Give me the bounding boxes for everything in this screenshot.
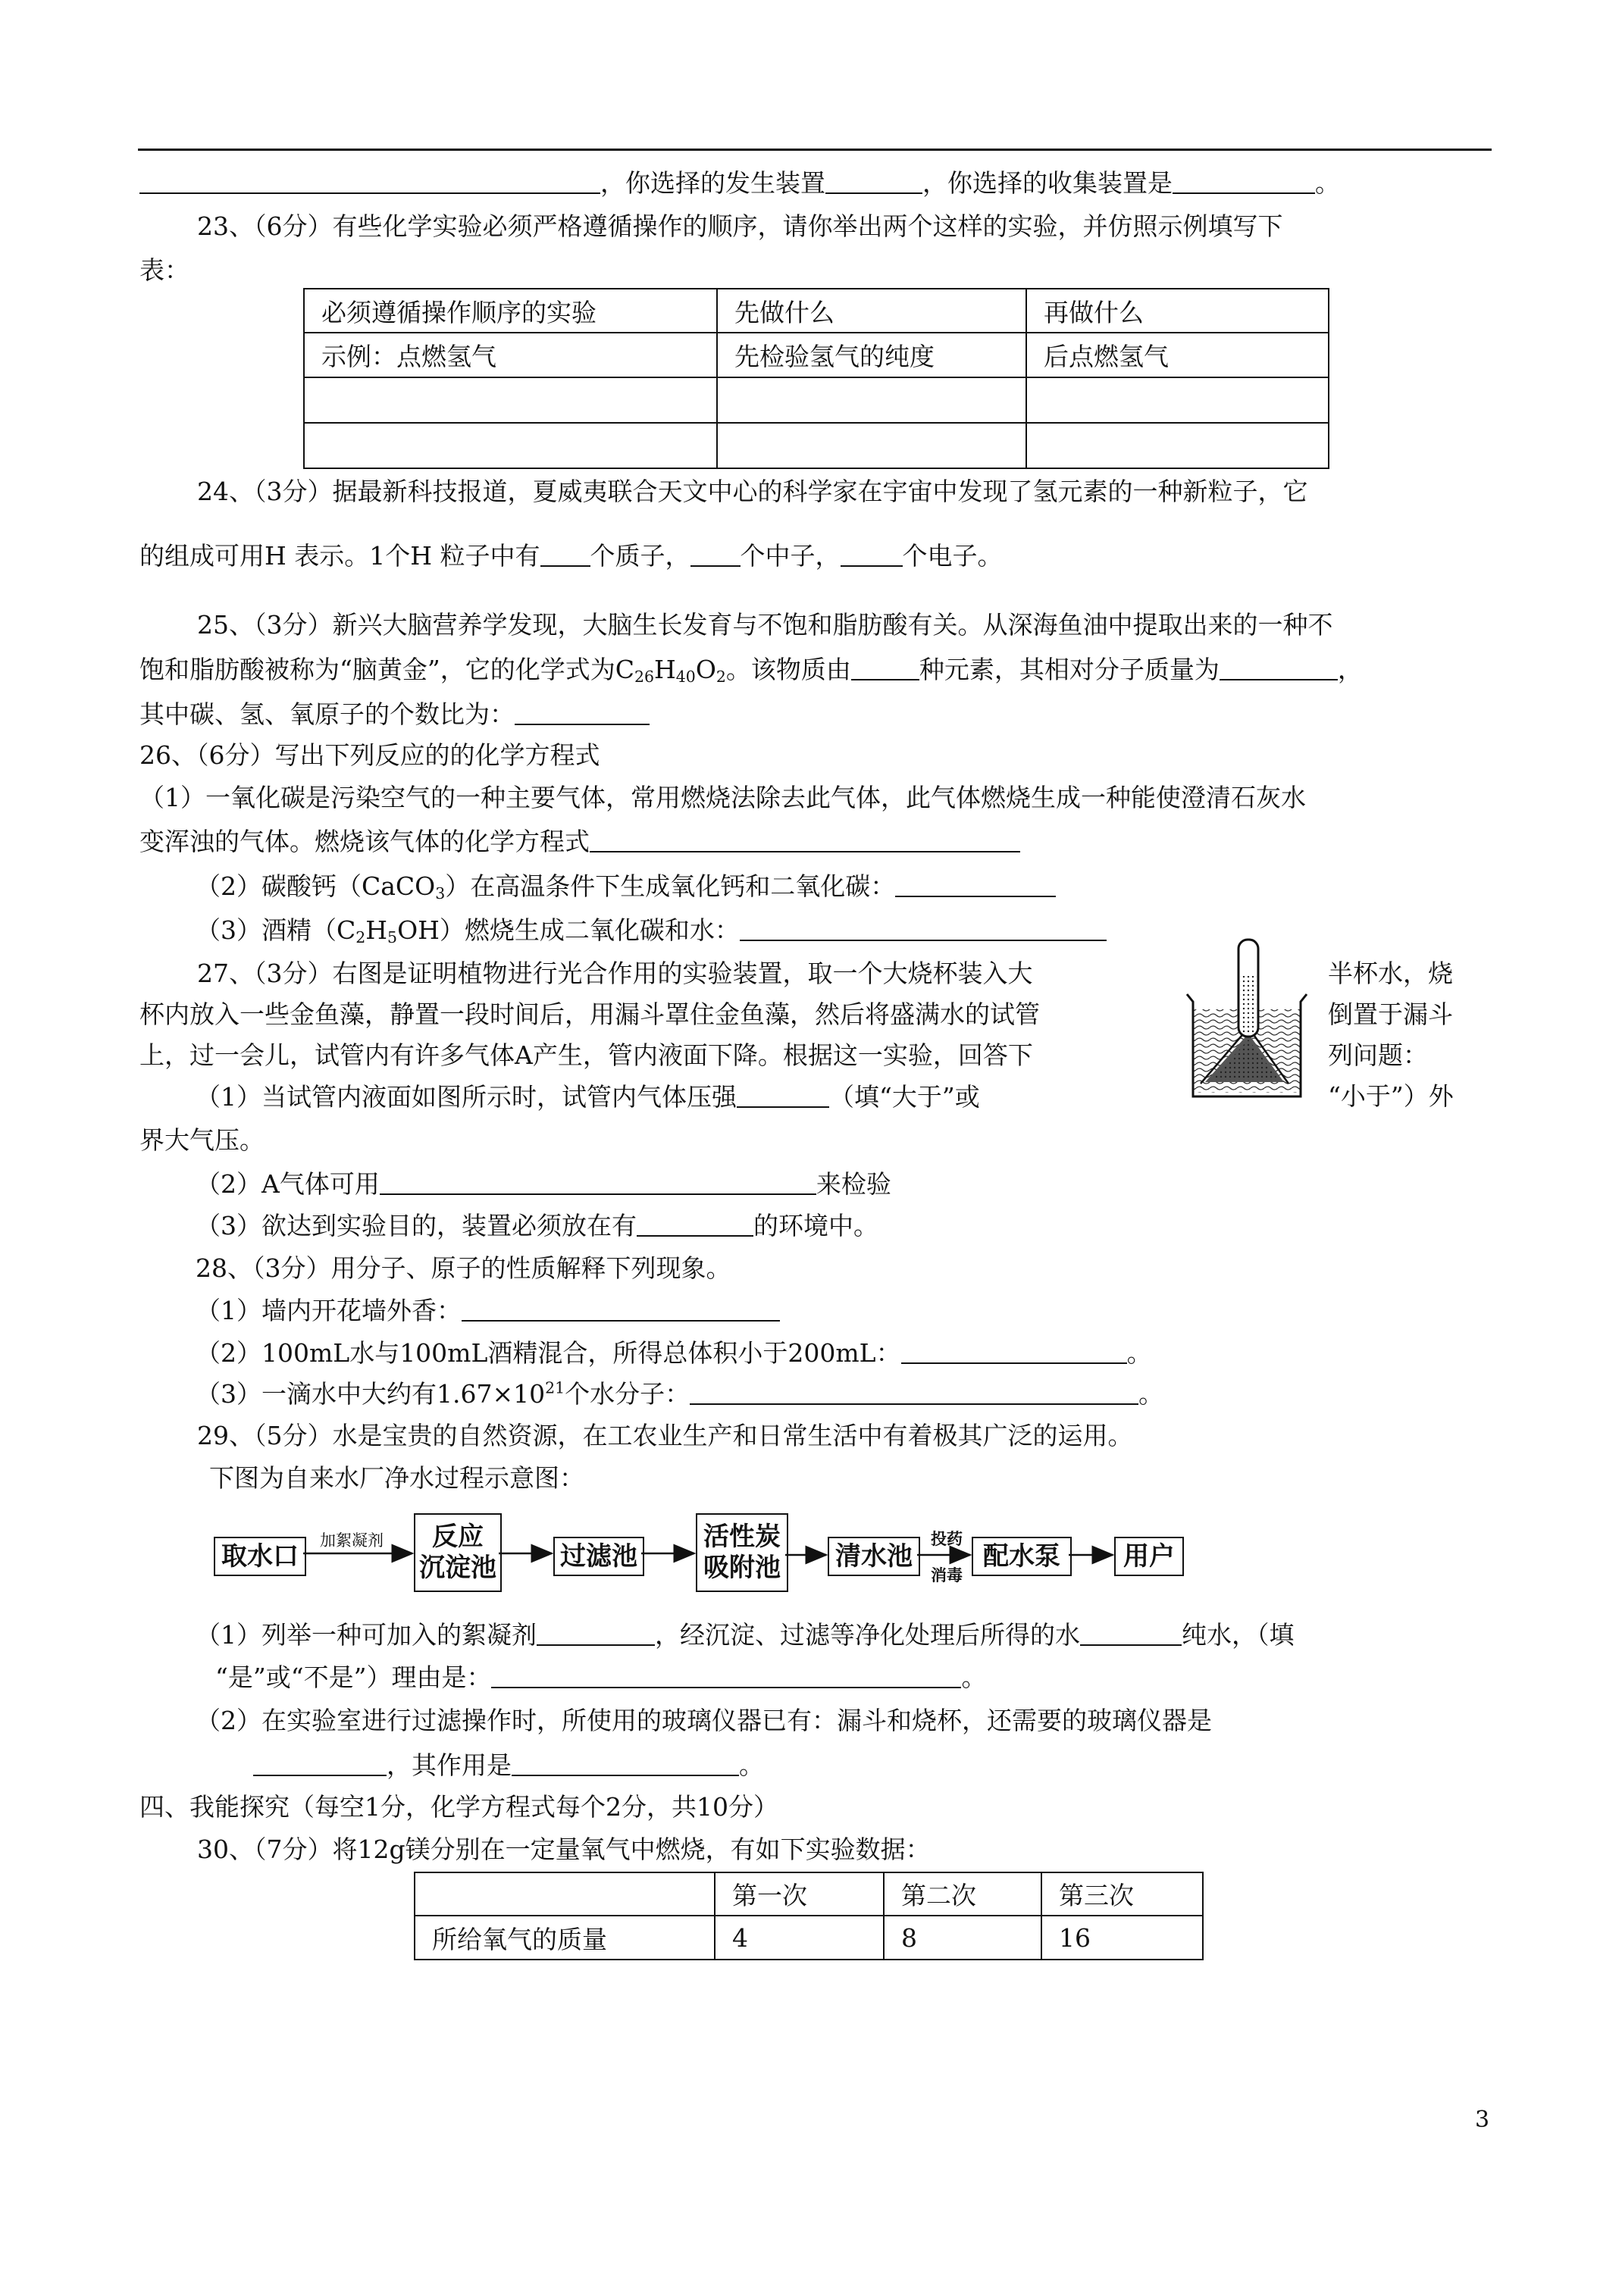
flow-step-sedimentation: 反应 沉淀池	[414, 1513, 502, 1592]
table-header: 必须遵循操作顺序的实验	[304, 289, 717, 333]
flow-step-user: 用户	[1114, 1537, 1184, 1576]
flow-step-pump: 配水泵	[972, 1537, 1072, 1576]
q27-s1r: “小于”）外	[1328, 1081, 1454, 1111]
q27-l1r: 半杯水，烧	[1328, 959, 1453, 988]
q28-s1: （1）墙内开花墙外香：	[196, 1297, 780, 1323]
table-header: 先做什么	[717, 289, 1026, 333]
table-cell-empty[interactable]	[717, 377, 1026, 423]
q27-l2r: 倒置于漏斗	[1328, 999, 1453, 1029]
q26-s1b: 变浑浊的气体。燃烧该气体的化学方程式	[139, 828, 1020, 854]
table-cell: 16	[1041, 1916, 1203, 1960]
q25-line2: 饱和脂肪酸被称为“脑黄金”，它的化学式为$C_{26}H_{40}O_2$。该物质由 种元素，其相对分子质量为 ，	[139, 655, 1363, 687]
table-header: 第二次	[884, 1872, 1041, 1916]
q23-line2: 表：	[139, 255, 189, 285]
q26-s3: （3）酒精$(C_2H_5OH)$燃烧生成二氧化碳和水：	[196, 917, 1107, 943]
blank[interactable]	[491, 1664, 961, 1688]
q24-line2: 的组成可用H 表示。1个H 粒子中有 个质子， 个中子， 个电子。	[139, 541, 1003, 571]
q22-tail: ，你选择的发生装置 ，你选择的收集装置是 。	[139, 170, 1340, 196]
table-cell: 4	[715, 1916, 884, 1960]
flow-step-filter: 过滤池	[553, 1537, 644, 1576]
blank[interactable]	[540, 543, 590, 567]
table-header: 再做什么	[1026, 289, 1329, 333]
table-header: 第一次	[715, 1872, 884, 1916]
table-cell: 8	[884, 1916, 1041, 1960]
blank[interactable]	[895, 873, 1056, 897]
flow-step-intake: 取水口	[214, 1537, 306, 1576]
blank[interactable]	[139, 170, 600, 194]
q27-s1: （1）当试管内液面如图所示时，试管内气体压强 （填“大于”或	[196, 1082, 980, 1112]
blank[interactable]	[737, 1084, 829, 1108]
q27-l3: 上，过一会儿，试管内有许多气体A产生，管内液面下降。根据这一实验，回答下	[139, 1040, 1033, 1070]
q27-s1c: 界大气压。	[139, 1125, 265, 1155]
blank[interactable]	[740, 917, 1107, 941]
q28-title: 28、（3分）用分子、原子的性质解释下列现象。	[196, 1253, 731, 1283]
q27-l2: 杯内放入一些金鱼藻，静置一段时间后，用漏斗罩住金鱼藻，然后将盛满水的试管	[139, 999, 1040, 1029]
blank[interactable]	[537, 1622, 655, 1646]
q27-l3r: 列问题：	[1328, 1040, 1428, 1070]
q25-line1: 25、（3分）新兴大脑营养学发现，大脑生长发育与不饱和脂肪酸有关。从深海鱼油中提取出来的一种不	[197, 610, 1333, 640]
q29-s1: （1）列举一种可加入的絮凝剂 ，经沉淀、过滤等净化处理后所得的水 纯水，（填	[196, 1620, 1295, 1650]
q26-s1a: （1）一氧化碳是污染空气的一种主要气体，常用燃烧法除去此气体，此气体燃烧生成一种能使澄清石灰水	[139, 783, 1306, 812]
q30-table	[414, 1872, 1204, 1960]
q29-s2a: （2）在实验室进行过滤操作时，所使用的玻璃仪器已有：漏斗和烧杯，还需要的玻璃仪器是	[196, 1706, 1212, 1735]
table-header	[415, 1872, 715, 1916]
table-cell-empty[interactable]	[717, 423, 1026, 468]
blank[interactable]	[253, 1752, 387, 1776]
blank[interactable]	[851, 656, 919, 680]
q26-title: 26、（6分）写出下列反应的的化学方程式	[139, 740, 600, 770]
q29-s2b: ，其作用是 。	[253, 1752, 764, 1778]
blank[interactable]	[690, 543, 741, 567]
blank[interactable]	[690, 1381, 1138, 1405]
flow-step-carbon-adsorption: 活性炭 吸附池	[696, 1513, 788, 1592]
blank[interactable]	[515, 701, 650, 725]
q23-line1: 23、（6分）有些化学实验必须严格遵循操作的顺序，请你举出两个这样的实验，并仿照示例填写下	[197, 211, 1283, 241]
blank[interactable]	[825, 170, 922, 194]
q29-line1: 29、（5分）水是宝贵的自然资源，在工农业生产和日常生活中有着极其广泛的运用。	[197, 1421, 1133, 1450]
blank[interactable]	[841, 543, 903, 567]
blank[interactable]	[637, 1212, 753, 1237]
blank[interactable]	[380, 1171, 816, 1195]
q28-s2: （2）100mL水与100mL酒精混合，所得总体积小于200mL： 。	[196, 1338, 1152, 1368]
blank[interactable]	[1173, 170, 1315, 194]
q25-line3: 其中碳、氢、氧原子的个数比为：	[139, 701, 650, 727]
q27-l1: 27、（3分）右图是证明植物进行光合作用的实验装置，取一个大烧杯装入大	[197, 959, 1033, 988]
table-cell-empty[interactable]	[304, 377, 717, 423]
flow-label-dosing: 投药	[931, 1529, 963, 1548]
q28-s3: （3）一滴水中大约有$1.67\times 10^{21}$个水分子： 。	[196, 1378, 1164, 1409]
photosynthesis-apparatus-figure	[1182, 934, 1311, 1108]
table-cell: 所给氧气的质量	[415, 1916, 715, 1960]
q24-line1: 24、（3分）据最新科技报道，夏威夷联合天文中心的科学家在宇宙中发现了氢元素的一种新粒子，它	[197, 477, 1308, 506]
section-4-title: 四、我能探究（每空1分，化学方程式每个2分，共10分）	[139, 1792, 778, 1822]
blank[interactable]	[1220, 656, 1338, 680]
q27-s2: （2）A气体可用 来检验	[196, 1169, 891, 1199]
blank[interactable]	[590, 828, 1020, 852]
flow-label-disinfection: 消毒	[931, 1566, 963, 1584]
table-cell-empty[interactable]	[304, 423, 717, 468]
flow-label-coagulant: 加絮凝剂	[320, 1531, 384, 1550]
table-cell: 后点燃氢气	[1026, 333, 1329, 377]
table-header: 第三次	[1041, 1872, 1203, 1916]
q26-s2: （2）碳酸钙（CaCO$_3$）在高温条件下生成氧化钙和二氧化碳：	[196, 873, 1056, 899]
page-number: 3	[1475, 2107, 1490, 2133]
water-treatment-flow-diagram	[214, 1512, 1191, 1595]
q30-line1: 30、（7分）将12g镁分别在一定量氧气中燃烧，有如下实验数据：	[197, 1835, 931, 1864]
blank[interactable]	[901, 1340, 1127, 1364]
q23-table	[303, 288, 1329, 469]
q29-line2: 下图为自来水厂净水过程示意图：	[209, 1463, 584, 1493]
q27-s3: （3）欲达到实验目的，装置必须放在有 的环境中。	[196, 1211, 878, 1240]
q29-s1d: “是”或“不是”）理由是： 。	[215, 1663, 987, 1692]
table-cell: 先检验氢气的纯度	[717, 333, 1026, 377]
table-cell-empty[interactable]	[1026, 377, 1329, 423]
blank[interactable]	[512, 1752, 739, 1776]
blank[interactable]	[1080, 1622, 1182, 1646]
flow-step-clear-water-tank: 清水池	[828, 1537, 920, 1576]
table-cell: 示例：点燃氢气	[304, 333, 717, 377]
table-cell-empty[interactable]	[1026, 423, 1329, 468]
top-rule	[138, 149, 1492, 151]
blank[interactable]	[462, 1297, 780, 1322]
